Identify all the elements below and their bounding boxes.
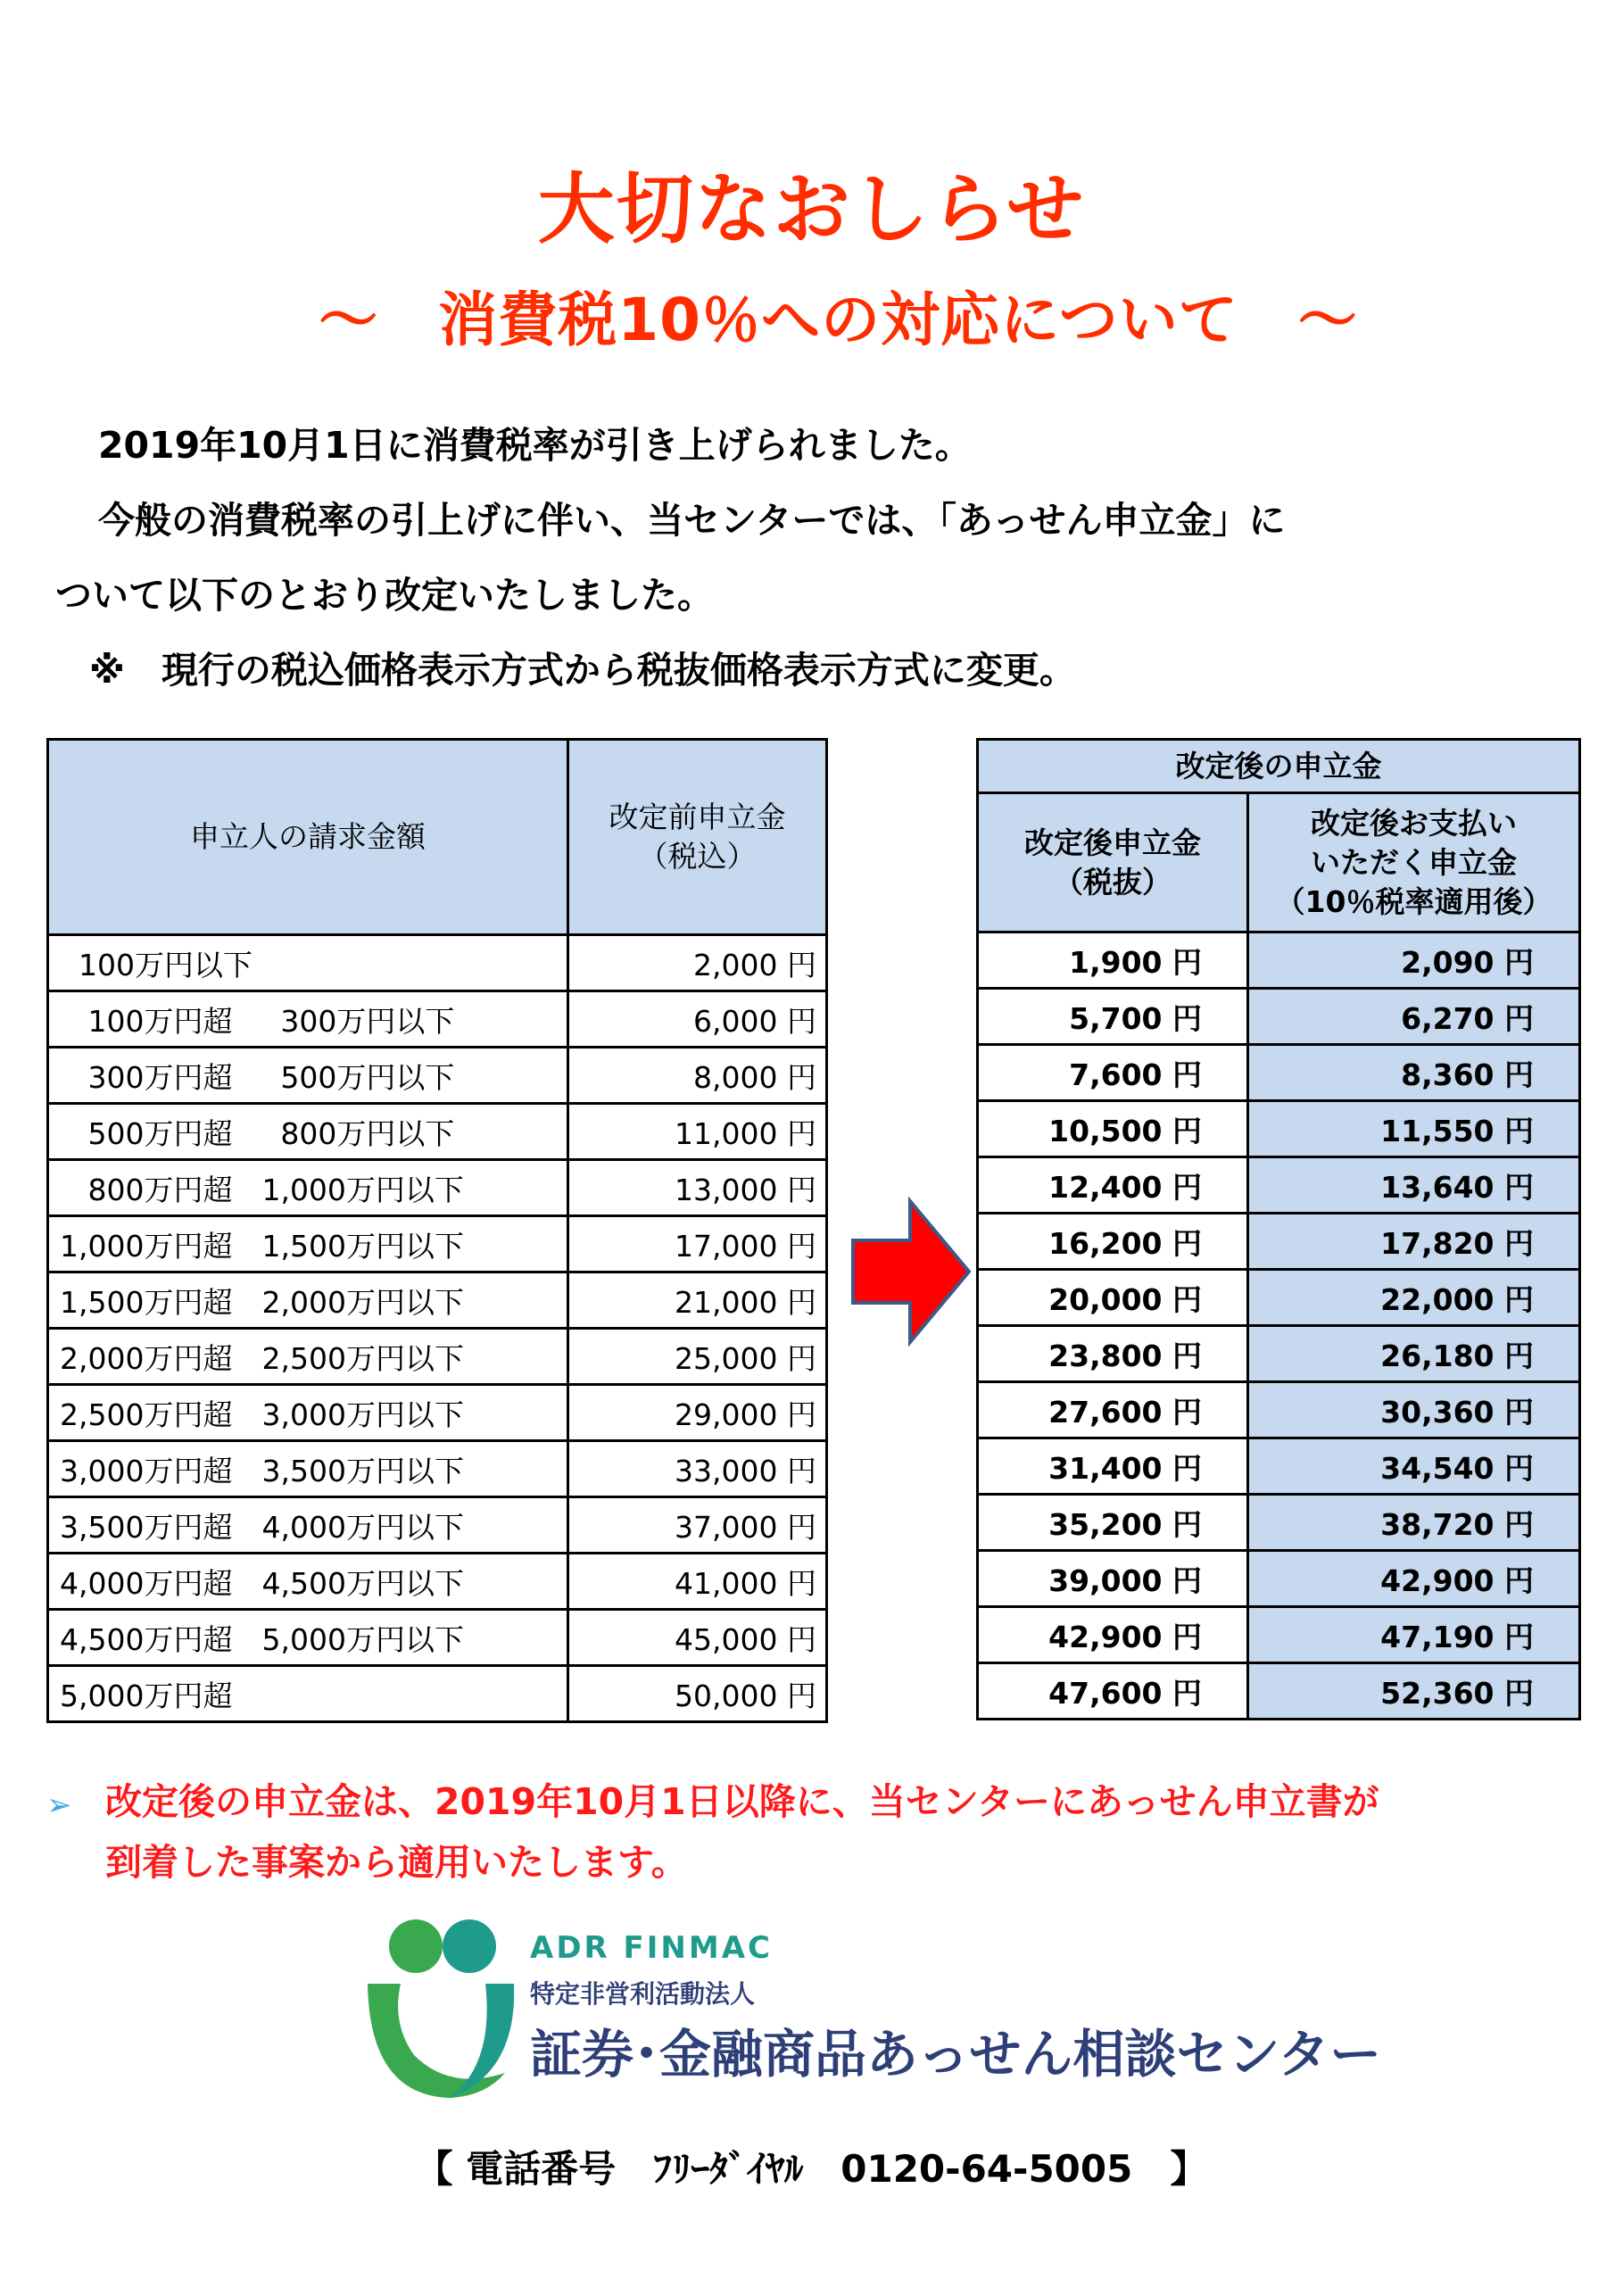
fee-pay-cell: 22,000 円 [1248, 1270, 1580, 1326]
organization-logo [352, 1912, 1382, 2109]
fee-pay-cell: 2,090 円 [1248, 932, 1580, 989]
people-logo-icon [352, 1912, 530, 2109]
fee-net-cell: 10,500 円 [978, 1101, 1248, 1157]
claim-range-cell: 3,000万円超 3,500万円以下 [48, 1441, 568, 1497]
note-line-2: 到着した事案から適用いたします。 [105, 1841, 688, 1884]
fee-before-cell: 21,000 円 [568, 1272, 827, 1329]
fee-pay-cell: 30,360 円 [1248, 1382, 1580, 1438]
fee-before-cell: 11,000 円 [568, 1104, 827, 1160]
table-row [978, 1438, 1580, 1495]
fee-pay-cell: 8,360 円 [1248, 1045, 1580, 1101]
right-arrow-icon [846, 1194, 975, 1349]
effective-note [70, 1771, 1379, 1893]
fee-pay-cell: 34,540 円 [1248, 1438, 1580, 1495]
org-english-name: ADR FINMAC [530, 1930, 773, 1966]
fee-pay-cell: 38,720 円 [1248, 1495, 1580, 1551]
page-title: 大切なおしらせ [537, 165, 1086, 254]
table-row [978, 1157, 1580, 1214]
claim-range-cell: 2,500万円超 3,000万円以下 [48, 1385, 568, 1441]
table-row [48, 1104, 827, 1160]
fee-pay-cell: 11,550 円 [1248, 1101, 1580, 1157]
fee-before-cell: 37,000 円 [568, 1497, 827, 1554]
claim-range-cell: 4,500万円超 5,000万円以下 [48, 1610, 568, 1666]
header-fee-pay: 改定後お支払い いただく申立金 （10％税率適用後） [1248, 793, 1580, 932]
note-line-1: 改定後の申立金は、2019年10月1日以降に、当センターにあっせん申立書が [105, 1780, 1379, 1823]
fee-net-cell: 5,700 円 [978, 989, 1248, 1045]
claim-range-cell: 300万円超 500万円以下 [48, 1048, 568, 1104]
table-row [978, 1382, 1580, 1438]
table-row [48, 1497, 827, 1554]
fee-net-cell: 35,200 円 [978, 1495, 1248, 1551]
intro-line-3: ついて以下のとおり改定いたしました。 [55, 574, 714, 617]
fee-before-cell: 33,000 円 [568, 1441, 827, 1497]
fee-pay-cell: 26,180 円 [1248, 1326, 1580, 1382]
fee-net-cell: 47,600 円 [978, 1663, 1248, 1720]
header-after-group: 改定後の申立金 [978, 740, 1580, 793]
table-row [978, 932, 1580, 989]
claim-range-cell: 1,000万円超 1,500万円以下 [48, 1216, 568, 1272]
table-row [48, 1610, 827, 1666]
fee-before-cell: 50,000 円 [568, 1666, 827, 1722]
table-row [48, 1554, 827, 1610]
claim-range-cell: 4,000万円超 4,500万円以下 [48, 1554, 568, 1610]
fee-pay-cell: 52,360 円 [1248, 1663, 1580, 1720]
fee-net-cell: 16,200 円 [978, 1214, 1248, 1270]
fee-before-cell: 8,000 円 [568, 1048, 827, 1104]
claim-range-cell: 100万円以下 [48, 935, 568, 991]
claim-range-cell: 2,000万円超 2,500万円以下 [48, 1329, 568, 1385]
page-subtitle: ～ 消費税10％への対応について ～ [319, 286, 1358, 354]
table-row [48, 1216, 827, 1272]
fee-table-after [976, 738, 1581, 1720]
fee-pay-cell: 17,820 円 [1248, 1214, 1580, 1270]
fee-before-cell: 2,000 円 [568, 935, 827, 991]
fee-before-cell: 25,000 円 [568, 1329, 827, 1385]
table-row [978, 1607, 1580, 1663]
table-row [48, 991, 827, 1048]
fee-net-cell: 1,900 円 [978, 932, 1248, 989]
org-name: 証券･金融商品あっせん相談センター [530, 2024, 1382, 2085]
claim-range-cell: 800万円超 1,000万円以下 [48, 1160, 568, 1216]
bullet-arrow-icon: ➢ [46, 1787, 72, 1823]
fee-net-cell: 39,000 円 [978, 1551, 1248, 1607]
table-row [48, 1441, 827, 1497]
header-claim-amount: 申立人の請求金額 [48, 740, 568, 935]
table-row [978, 1663, 1580, 1720]
header-fee-net: 改定後申立金 （税抜） [978, 793, 1248, 932]
table-row [978, 989, 1580, 1045]
fee-net-cell: 42,900 円 [978, 1607, 1248, 1663]
fee-net-cell: 31,400 円 [978, 1438, 1248, 1495]
table-row [48, 935, 827, 991]
fee-table-before [46, 738, 828, 1723]
fee-before-cell: 41,000 円 [568, 1554, 827, 1610]
table-row [48, 1272, 827, 1329]
intro-line-4: ※ 現行の税込価格表示方式から税抜価格表示方式に変更。 [89, 649, 1076, 692]
claim-range-cell: 5,000万円超 [48, 1666, 568, 1722]
table-row [48, 1385, 827, 1441]
fee-before-cell: 45,000 円 [568, 1610, 827, 1666]
fee-net-cell: 7,600 円 [978, 1045, 1248, 1101]
fee-net-cell: 12,400 円 [978, 1157, 1248, 1214]
table-row [978, 1495, 1580, 1551]
table-row [978, 1326, 1580, 1382]
fee-before-cell: 29,000 円 [568, 1385, 827, 1441]
table-row [48, 1666, 827, 1722]
claim-range-cell: 500万円超 800万円以下 [48, 1104, 568, 1160]
fee-pay-cell: 47,190 円 [1248, 1607, 1580, 1663]
table-row [978, 1101, 1580, 1157]
fee-before-cell: 6,000 円 [568, 991, 827, 1048]
fee-net-cell: 27,600 円 [978, 1382, 1248, 1438]
phone-number: 【 電話番号 ﾌﾘｰﾀﾞｲﾔﾙ 0120-64-5005 】 [415, 2147, 1208, 2191]
fee-pay-cell: 42,900 円 [1248, 1551, 1580, 1607]
table-row [48, 1048, 827, 1104]
intro-line-1: 2019年10月1日に消費税率が引き上げられました。 [98, 424, 972, 467]
fee-before-cell: 13,000 円 [568, 1160, 827, 1216]
table-row [48, 1160, 827, 1216]
org-type: 特定非営利活動法人 [530, 1979, 756, 2009]
table-row [978, 1214, 1580, 1270]
fee-net-cell: 20,000 円 [978, 1270, 1248, 1326]
fee-before-cell: 17,000 円 [568, 1216, 827, 1272]
claim-range-cell: 3,500万円超 4,000万円以下 [48, 1497, 568, 1554]
header-fee-before: 改定前申立金 （税込） [568, 740, 827, 935]
table-row [48, 1329, 827, 1385]
claim-range-cell: 100万円超 300万円以下 [48, 991, 568, 1048]
table-row [978, 1045, 1580, 1101]
fee-pay-cell: 13,640 円 [1248, 1157, 1580, 1214]
fee-pay-cell: 6,270 円 [1248, 989, 1580, 1045]
table-row [978, 1551, 1580, 1607]
claim-range-cell: 1,500万円超 2,000万円以下 [48, 1272, 568, 1329]
intro-line-2: 今般の消費税率の引上げに伴い、当センターでは、「あっせん申立金」に [98, 499, 1286, 542]
fee-net-cell: 23,800 円 [978, 1326, 1248, 1382]
table-row [978, 1270, 1580, 1326]
